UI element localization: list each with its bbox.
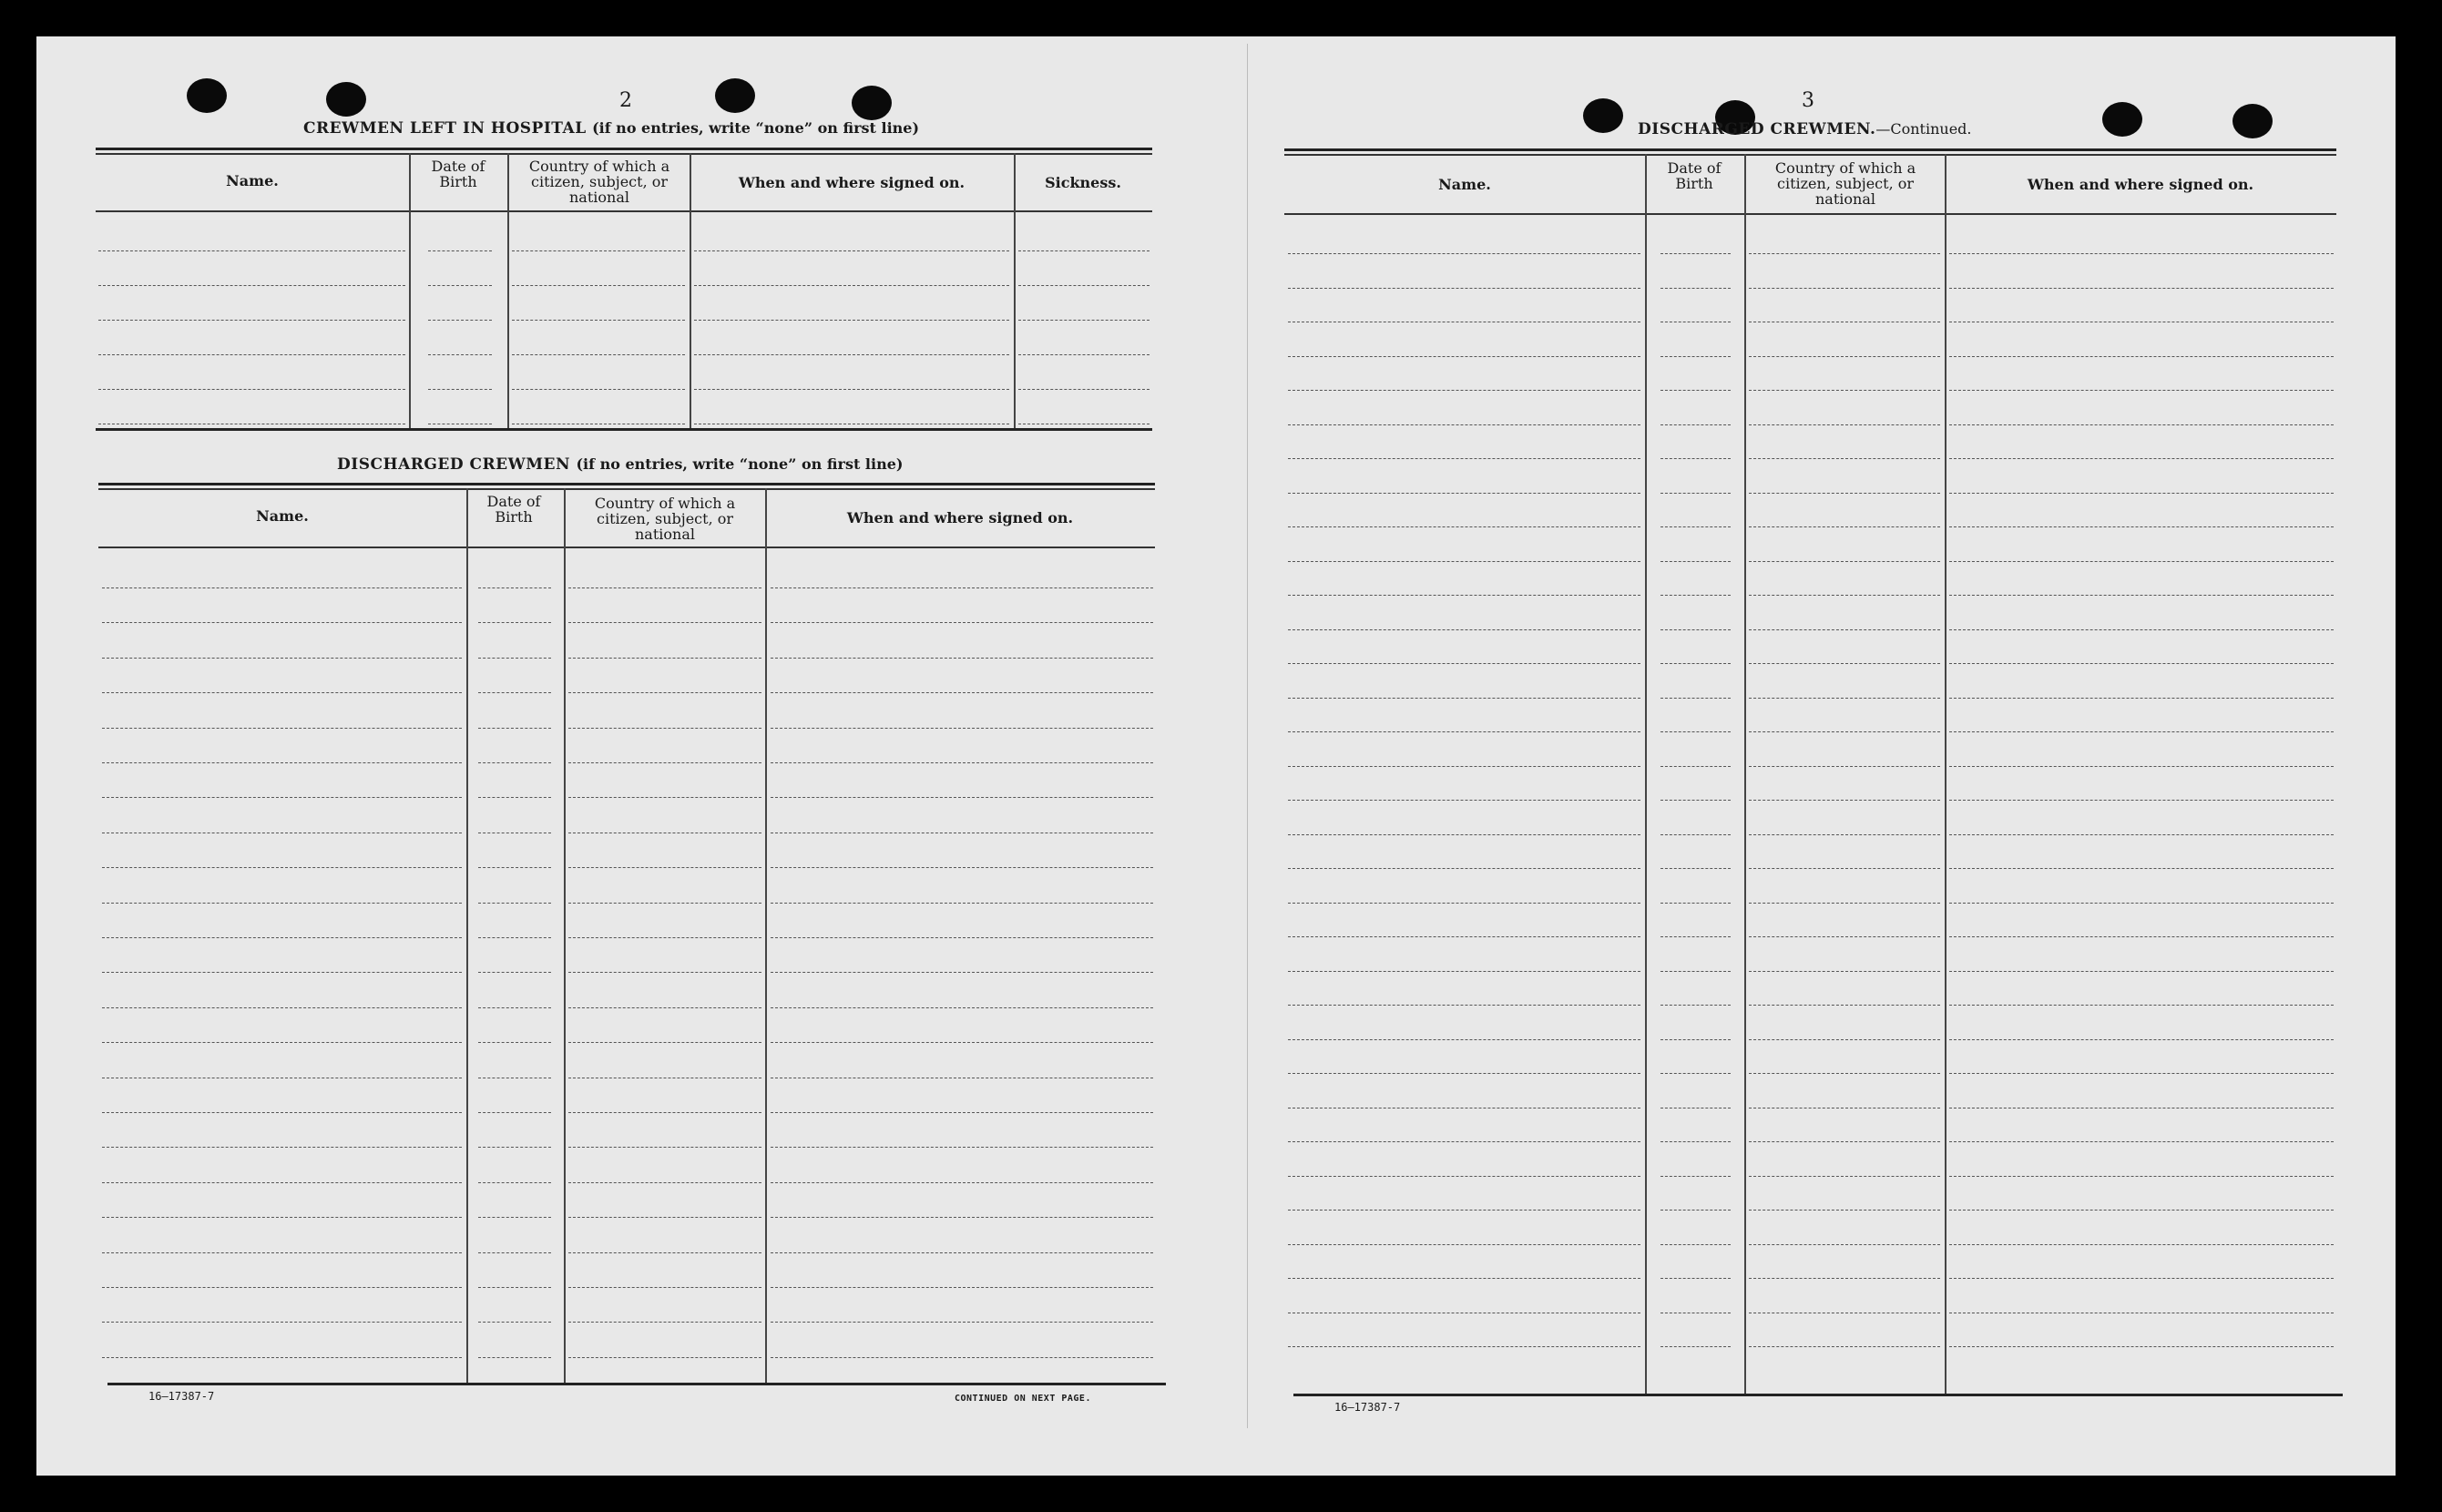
blank-entry-line [1749,936,1940,937]
blank-entry-line [1749,390,1940,391]
blank-entry-line [1660,1176,1731,1177]
blank-entry-line [568,972,761,973]
blank-entry-line [1018,354,1149,355]
blank-entry-line [694,285,1009,286]
blank-entry-line [771,1252,1153,1253]
blank-entry-line [1660,834,1731,835]
binder-hole-icon [2102,102,2142,137]
blank-entry-line [1749,493,1940,494]
blank-entry-line [512,285,685,286]
blank-entry-line [771,762,1153,763]
hospital-col-dob: Date of Birth [431,158,485,190]
blank-entry-line [771,692,1153,693]
binder-hole-icon [2233,104,2273,138]
blank-entry-line [478,1147,551,1148]
blank-entry-line [1749,526,1940,527]
blank-entry-line [1749,800,1940,801]
blank-entry-line [1288,698,1640,699]
blank-entry-line [478,658,551,659]
blank-entry-line [568,867,761,868]
blank-entry-line [478,972,551,973]
blank-entry-line [1749,1210,1940,1211]
blank-entry-line [1288,595,1640,596]
blank-entry-line [478,937,551,938]
blank-entry-line [771,972,1153,973]
blank-entry-line [102,972,462,973]
blank-entry-line [771,1007,1153,1008]
blank-entry-line [1660,800,1731,801]
blank-entry-line [1949,731,2334,732]
blank-entry-line [1660,390,1731,391]
blank-entry-line [102,1042,462,1043]
blank-entry-line [1949,595,2334,596]
blank-entry-line [771,1287,1153,1288]
blank-entry-line [478,1112,551,1113]
right-col-divider [1945,154,1946,1394]
blank-entry-line [1660,253,1731,254]
discharged-bottom-rule [107,1383,1166,1385]
blank-entry-line [102,728,462,729]
blank-entry-line [1660,663,1731,664]
blank-entry-line [771,587,1153,588]
blank-entry-line [1660,493,1731,494]
blank-entry-line [771,797,1153,798]
blank-entry-line [1949,834,2334,835]
blank-entry-line [771,1182,1153,1183]
blank-entry-line [102,1357,462,1358]
blank-entry-line [1660,936,1731,937]
blank-entry-line [1749,561,1940,562]
blank-entry-line [1288,1176,1640,1177]
blank-entry-line [1288,1210,1640,1211]
blank-entry-line [1949,1244,2334,1245]
blank-entry-line [1288,424,1640,425]
blank-entry-line [1749,1073,1940,1074]
blank-entry-line [1660,288,1731,289]
hospital-col-name: Name. [226,172,279,189]
blank-entry-line [1660,424,1731,425]
blank-entry-line [1660,458,1731,459]
blank-entry-line [1949,971,2334,972]
hospital-col-divider [690,153,691,428]
hospital-section-title [303,119,919,138]
blank-entry-line [771,1042,1153,1043]
blank-entry-line [478,1007,551,1008]
right-header-rule [1284,213,2336,215]
blank-entry-line [102,1287,462,1288]
right-top-rule-2 [1284,154,2336,156]
blank-entry-line [478,1322,551,1323]
blank-entry-line [428,285,492,286]
binder-hole-icon [1583,98,1623,133]
blank-entry-line [1660,868,1731,869]
hospital-col-divider [507,153,509,428]
blank-entry-line [568,692,761,693]
discharged-col-signed: When and where signed on. [846,509,1074,526]
discharged-note: (if no entries, write “none” on first line) [576,455,904,473]
blank-entry-line [1288,629,1640,630]
blank-entry-line [1660,1210,1731,1211]
binder-hole-icon [715,78,755,113]
blank-entry-line [771,1112,1153,1113]
blank-entry-line [428,250,492,251]
blank-entry-line [102,1217,462,1218]
blank-entry-line [478,622,551,623]
blank-entry-line [102,762,462,763]
blank-entry-line [98,354,405,355]
blank-entry-line [98,320,405,321]
blank-entry-line [771,903,1153,904]
blank-entry-line [98,285,405,286]
blank-entry-line [694,320,1009,321]
blank-entry-line [1749,1278,1940,1279]
blank-entry-line [568,1042,761,1043]
blank-entry-line [568,728,761,729]
blank-entry-line [102,937,462,938]
blank-entry-line [1749,971,1940,972]
continued-title: DISCHARGED CREWMEN. [1638,120,1876,138]
blank-entry-line [1288,936,1640,937]
blank-entry-line [1288,1073,1640,1074]
hospital-header-rule [96,210,1152,212]
blank-entry-line [102,1147,462,1148]
blank-entry-line [1288,800,1640,801]
blank-entry-line [1288,868,1640,869]
blank-entry-line [1660,766,1731,767]
discharged-col-divider [466,488,468,1383]
discharged-title: DISCHARGED CREWMEN [337,455,571,474]
blank-entry-line [1288,493,1640,494]
hospital-note: (if no entries, write “none” on first line) [592,119,920,137]
blank-entry-line [568,1147,761,1148]
blank-entry-line [771,1357,1153,1358]
blank-entry-line [1949,356,2334,357]
blank-entry-line [478,728,551,729]
blank-entry-line [478,1182,551,1183]
blank-entry-line [1288,663,1640,664]
blank-entry-line [102,903,462,904]
blank-entry-line [1749,424,1940,425]
blank-entry-line [102,622,462,623]
blank-entry-line [1949,458,2334,459]
blank-entry-line [771,1147,1153,1148]
right-col-dob: Date of Birth [1667,159,1722,192]
blank-entry-line [478,762,551,763]
blank-entry-line [102,1007,462,1008]
blank-entry-line [568,1217,761,1218]
blank-entry-line [102,797,462,798]
blank-entry-line [102,1322,462,1323]
blank-entry-line [478,867,551,868]
blank-entry-line [102,692,462,693]
right-col-divider [1645,154,1647,1394]
blank-entry-line [1660,1073,1731,1074]
blank-entry-line [1749,1244,1940,1245]
form-number-left: 16—17387-7 [148,1390,215,1403]
blank-entry-line [1949,663,2334,664]
blank-entry-line [512,354,685,355]
blank-entry-line [1660,1278,1731,1279]
blank-entry-line [568,658,761,659]
blank-entry-line [771,728,1153,729]
blank-entry-line [568,1357,761,1358]
blank-entry-line [1949,253,2334,254]
blank-entry-line [1288,1039,1640,1040]
blank-entry-line [1660,731,1731,732]
blank-entry-line [1288,1244,1640,1245]
blank-entry-line [568,762,761,763]
discharged-top-rule-2 [98,488,1155,490]
blank-entry-line [478,1287,551,1288]
blank-entry-line [478,692,551,693]
blank-entry-line [1749,595,1940,596]
blank-entry-line [102,1182,462,1183]
blank-entry-line [478,1042,551,1043]
blank-entry-line [1949,424,2334,425]
blank-entry-line [1288,390,1640,391]
blank-entry-line [568,1252,761,1253]
blank-entry-line [568,937,761,938]
blank-entry-line [1949,800,2334,801]
blank-entry-line [1949,1176,2334,1177]
blank-entry-line [1749,356,1940,357]
blank-entry-line [1660,1141,1731,1142]
blank-entry-line [568,1322,761,1323]
blank-entry-line [1288,561,1640,562]
blank-entry-line [1949,561,2334,562]
blank-entry-line [1749,1141,1940,1142]
blank-entry-line [1749,1176,1940,1177]
blank-entry-line [1288,766,1640,767]
blank-entry-line [694,354,1009,355]
blank-entry-line [478,797,551,798]
blank-entry-line [1749,834,1940,835]
blank-entry-line [771,622,1153,623]
blank-entry-line [1949,629,2334,630]
right-col-divider [1744,154,1746,1394]
blank-entry-line [1949,1141,2334,1142]
blank-entry-line [1660,1346,1731,1347]
blank-entry-line [1660,698,1731,699]
blank-entry-line [1288,356,1640,357]
blank-entry-line [1949,903,2334,904]
blank-entry-line [771,1217,1153,1218]
hospital-bottom-rule [96,428,1152,431]
blank-entry-line [568,903,761,904]
binder-hole-icon [326,82,366,117]
blank-entry-line [1660,1244,1731,1245]
blank-entry-line [1288,526,1640,527]
blank-entry-line [1949,1073,2334,1074]
discharged-col-divider [765,488,767,1383]
continued-title-suffix: —Continued. [1875,120,1972,138]
blank-entry-line [1018,320,1149,321]
blank-entry-line [1660,356,1731,357]
blank-entry-line [771,937,1153,938]
right-bottom-rule [1293,1394,2343,1396]
blank-entry-line [1660,1005,1731,1006]
blank-entry-line [1949,1039,2334,1040]
continued-section-title [1638,120,1972,138]
blank-entry-line [1660,629,1731,630]
blank-entry-line [1288,1005,1640,1006]
blank-entry-line [1288,288,1640,289]
blank-entry-line [1660,1039,1731,1040]
blank-entry-line [771,658,1153,659]
page-spine [1247,44,1248,1428]
blank-entry-line [512,320,685,321]
right-col-name: Name. [1438,176,1491,193]
blank-entry-line [1749,629,1940,630]
blank-entry-line [694,250,1009,251]
discharged-header-rule [98,547,1155,548]
blank-entry-line [102,658,462,659]
hospital-col-divider [409,153,411,428]
blank-entry-line [1288,834,1640,835]
blank-entry-line [1949,526,2334,527]
discharged-col-divider [564,488,566,1383]
blank-entry-line [1949,766,2334,767]
hospital-top-rule-2 [96,153,1152,155]
blank-entry-line [568,1007,761,1008]
blank-entry-line [98,389,405,390]
blank-entry-line [568,1287,761,1288]
blank-entry-line [1018,250,1149,251]
blank-entry-line [1749,731,1940,732]
blank-entry-line [102,1252,462,1253]
form-number-right: 16—17387-7 [1334,1401,1401,1414]
blank-entry-line [98,250,405,251]
blank-entry-line [512,250,685,251]
blank-entry-line [1288,971,1640,972]
blank-entry-line [1949,1005,2334,1006]
blank-entry-line [1949,936,2334,937]
blank-entry-line [1660,903,1731,904]
document-sheet [36,36,2396,1476]
blank-entry-line [1749,253,1940,254]
blank-entry-line [1749,663,1940,664]
hospital-col-sickness: Sickness. [1045,174,1121,191]
page-number-left: 2 [619,89,632,112]
blank-entry-line [568,1112,761,1113]
blank-entry-line [1949,698,2334,699]
discharged-top-rule [98,483,1155,485]
blank-entry-line [1660,971,1731,972]
blank-entry-line [1949,493,2334,494]
blank-entry-line [478,587,551,588]
blank-entry-line [428,389,492,390]
right-top-rule [1284,148,2336,151]
blank-entry-line [1949,1210,2334,1211]
page-number-right: 3 [1802,89,1814,112]
blank-entry-line [1288,253,1640,254]
hospital-title: CREWMEN LEFT IN HOSPITAL [303,119,587,138]
blank-entry-line [428,320,492,321]
blank-entry-line [1749,288,1940,289]
hospital-col-divider [1014,153,1016,428]
blank-entry-line [1949,1346,2334,1347]
blank-entry-line [1949,390,2334,391]
blank-entry-line [478,1252,551,1253]
blank-entry-line [1749,1039,1940,1040]
blank-entry-line [1660,526,1731,527]
blank-entry-line [771,867,1153,868]
blank-entry-line [428,354,492,355]
binder-hole-icon [187,78,227,113]
blank-entry-line [1749,903,1940,904]
blank-entry-line [1749,1005,1940,1006]
hospital-top-rule [96,148,1152,150]
blank-entry-line [102,587,462,588]
blank-entry-line [1949,868,2334,869]
blank-entry-line [1749,698,1940,699]
blank-entry-line [478,1357,551,1358]
blank-entry-line [1288,1141,1640,1142]
blank-entry-line [478,903,551,904]
blank-entry-line [1288,903,1640,904]
blank-entry-line [1949,1278,2334,1279]
binder-hole-icon [852,86,892,120]
blank-entry-line [512,389,685,390]
blank-entry-line [568,797,761,798]
blank-entry-line [1749,766,1940,767]
blank-entry-line [102,867,462,868]
blank-entry-line [568,1182,761,1183]
blank-entry-line [1749,868,1940,869]
blank-entry-line [1018,285,1149,286]
discharged-col-dob: Date of Birth [486,493,541,526]
blank-entry-line [1749,458,1940,459]
hospital-col-country: Country of which a citizen, subject, or national [528,158,670,206]
blank-entry-line [1660,595,1731,596]
blank-entry-line [568,587,761,588]
blank-entry-line [694,389,1009,390]
right-col-signed: When and where signed on. [2027,176,2254,193]
discharged-section-title [337,455,903,474]
blank-entry-line [568,622,761,623]
blank-entry-line [102,1112,462,1113]
blank-entry-line [771,1322,1153,1323]
right-col-country: Country of which a citizen, subject, or national [1774,159,1916,208]
blank-entry-line [1949,288,2334,289]
continued-note: CONTINUED ON NEXT PAGE. [955,1394,1091,1404]
blank-entry-line [1660,561,1731,562]
blank-entry-line [1288,458,1640,459]
blank-entry-line [478,1217,551,1218]
blank-entry-line [1288,1278,1640,1279]
blank-entry-line [1288,1346,1640,1347]
blank-entry-line [1018,389,1149,390]
blank-entry-line [1749,1346,1940,1347]
blank-entry-line [1288,731,1640,732]
discharged-col-name: Name. [256,507,309,525]
hospital-col-signed: When and where signed on. [738,174,966,191]
discharged-col-country: Country of which a citizen, subject, or national [594,495,736,543]
